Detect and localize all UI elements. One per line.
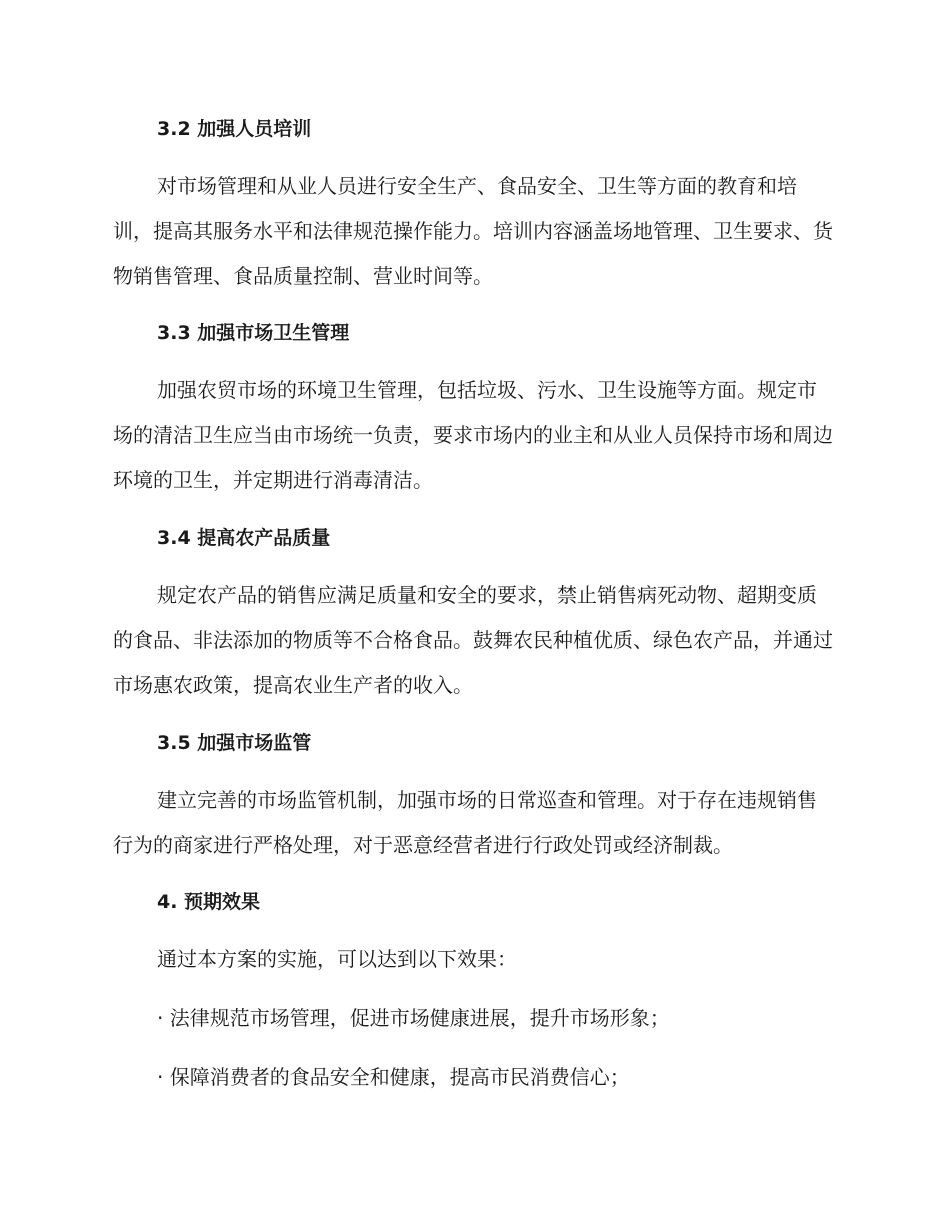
section-heading-3-3: 3.3 加强市场卫生管理 — [157, 322, 350, 344]
section-body-3-3: 加强农贸市场的环境卫生管理，包括垃圾、污水、卫生设施等方面。规定市场的清洁卫生应当由市场统一负责，要求市场内的业主和从业人员保持市场和周边环境的卫生，并定期进行消毒清洁。 — [113, 378, 833, 492]
section-body-3-2: 对市场管理和从业人员进行安全生产、食品安全、卫生等方面的教育和培训，提高其服务水平和法律规范操作能力。培训内容涵盖场地管理、卫生要求、货物销售管理、食品质量控制、营业时间等。 — [113, 174, 833, 288]
section-body-3-5: 建立完善的市场监管机制，加强市场的日常巡查和管理。对于存在违规销售行为的商家进行严格处理，对于恶意经营者进行行政处罚或经济制裁。 — [113, 788, 817, 857]
bullet-item: · 法律规范市场管理，促进市场健康进展，提升市场形象； — [157, 1006, 670, 1030]
section-heading-3-2: 3.2 加强人员培训 — [157, 118, 312, 140]
section-body-3-4: 规定农产品的销售应满足质量和安全的要求，禁止销售病死动物、超期变质的食品、非法添加的物质等不合格食品。鼓舞农民种植优质、绿色农产品，并通过市场惠农政策，提高农业生产者的收入。 — [113, 583, 833, 697]
section-heading-3-5: 3.5 加强市场监管 — [157, 732, 312, 754]
bullet-item: · 保障消费者的食品安全和健康，提高市民消费信心； — [157, 1065, 630, 1089]
section-heading-3-4: 3.4 提高农产品质量 — [157, 527, 331, 549]
section-intro-4: 通过本方案的实施，可以达到以下效果： — [157, 947, 517, 971]
section-heading-4: 4. 预期效果 — [157, 891, 261, 913]
